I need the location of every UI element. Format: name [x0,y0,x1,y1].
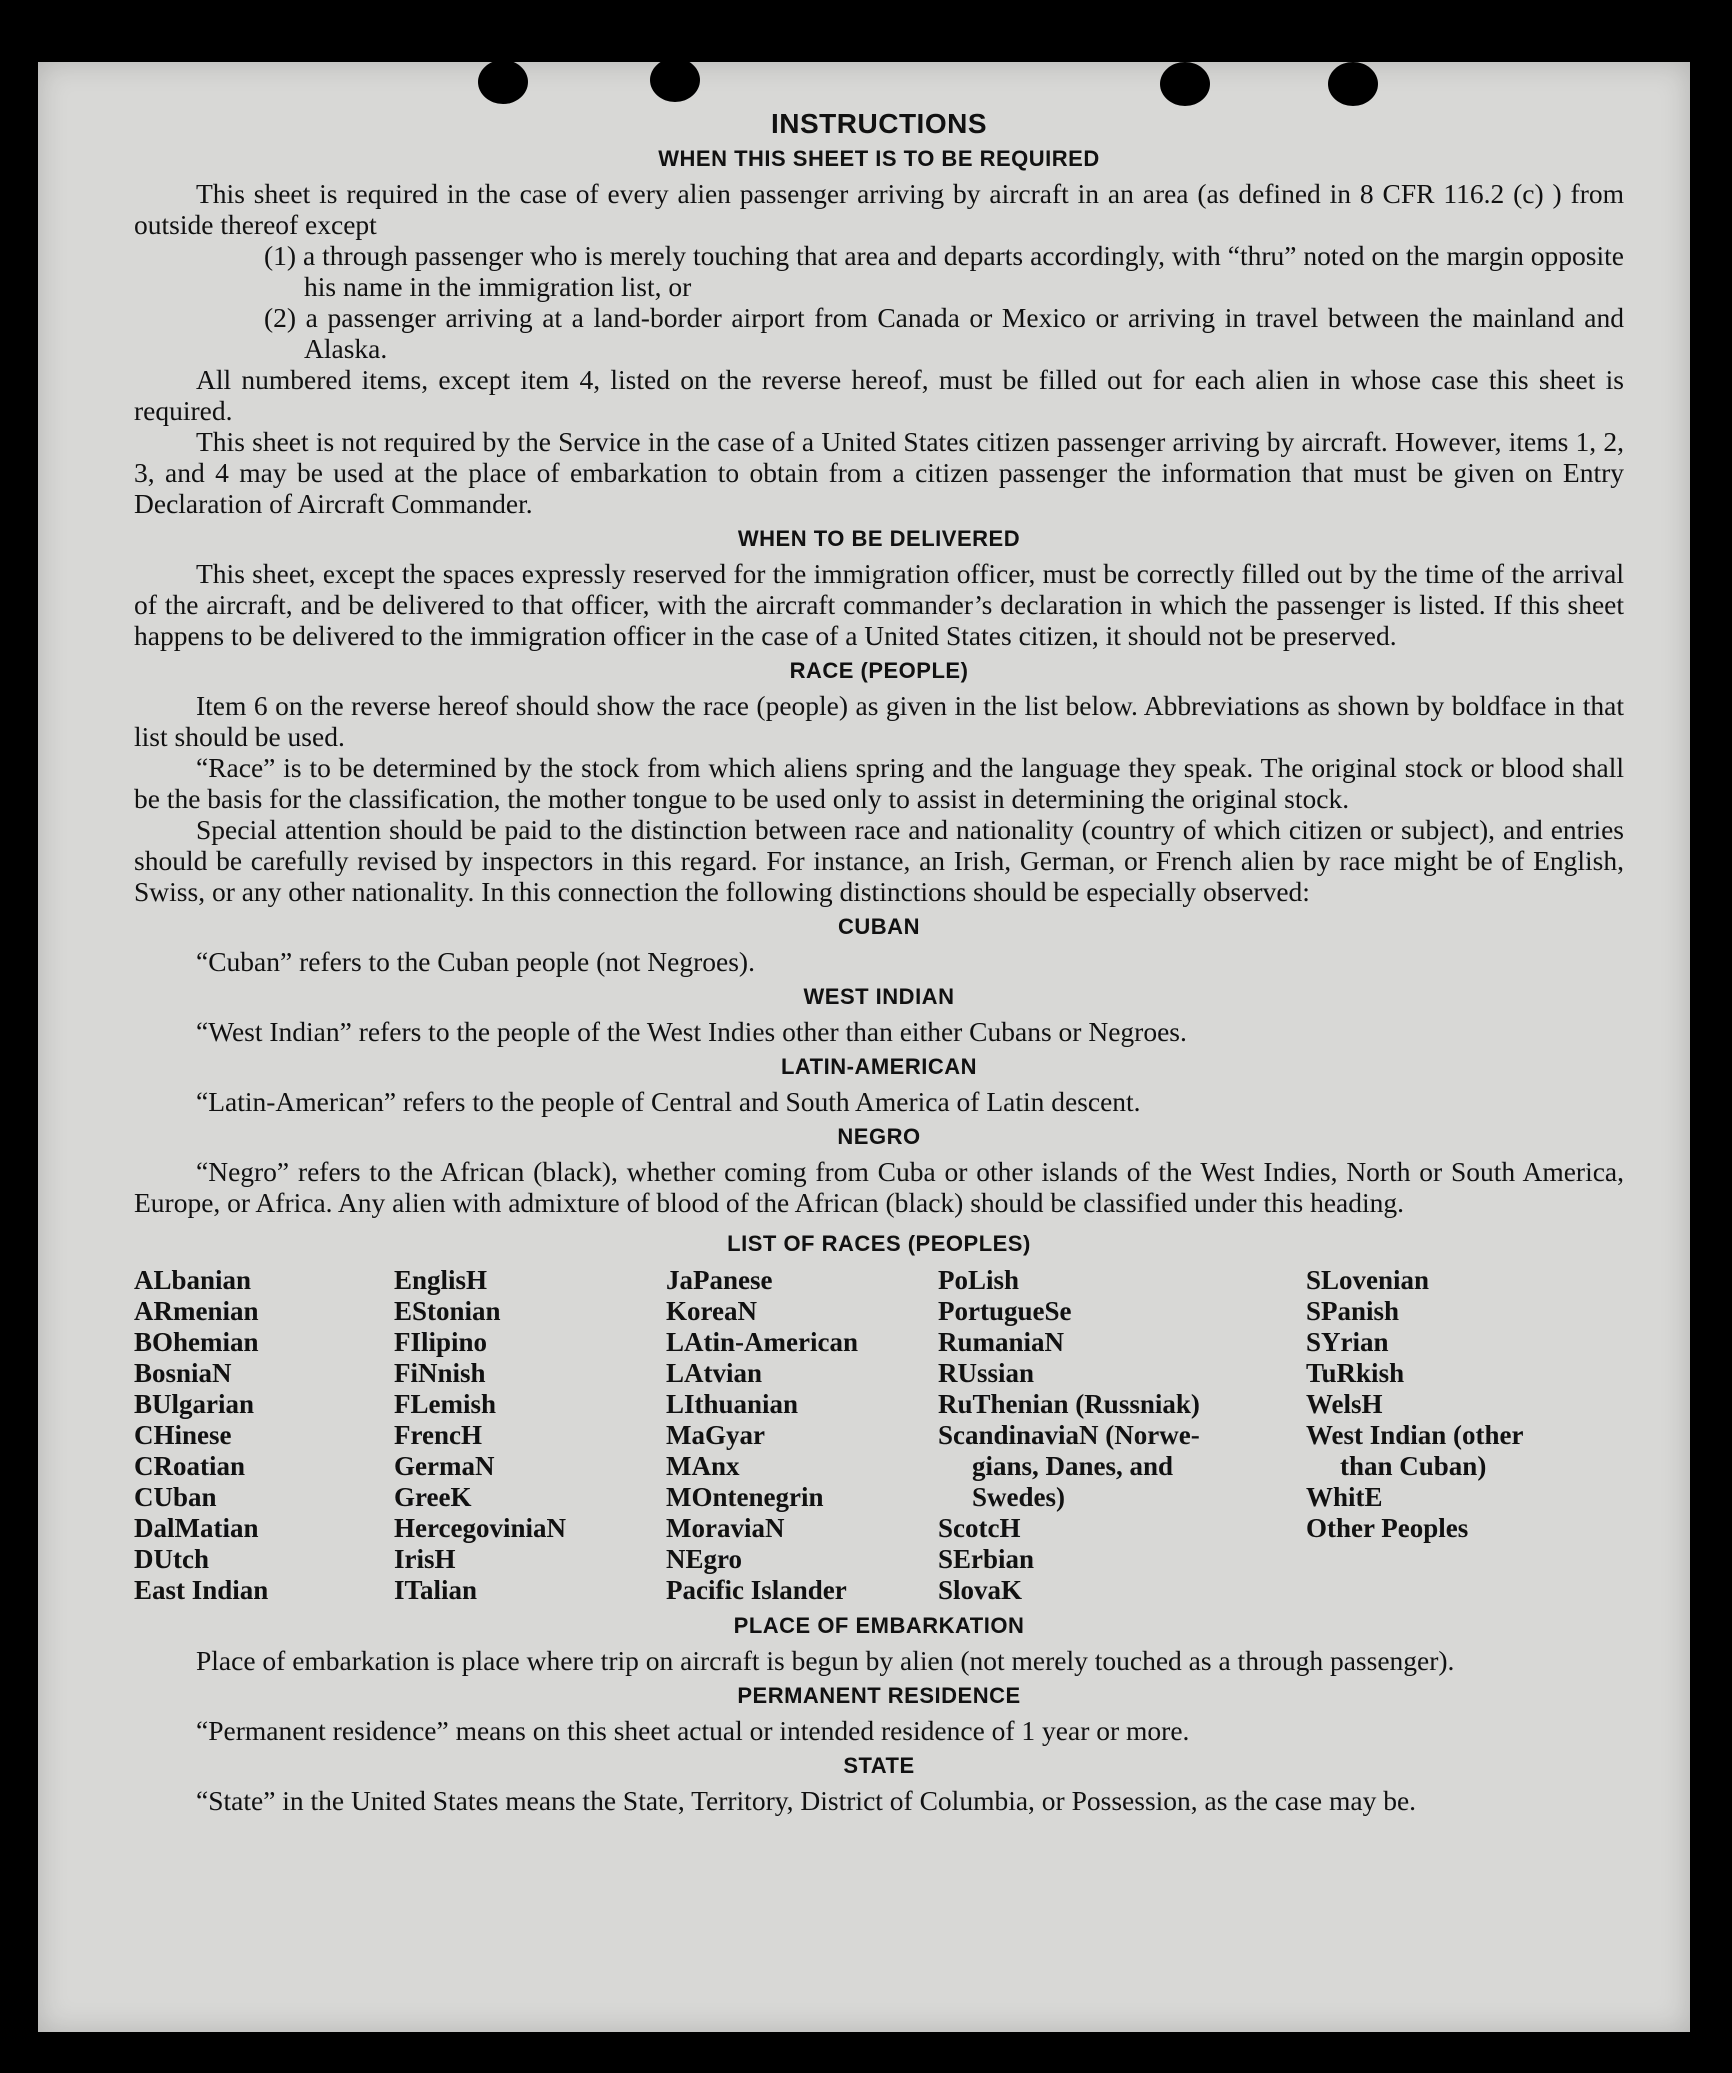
paragraph: “West Indian” refers to the people of the West Indies other than either Cubans or Negroes. [196,1016,1187,1047]
paragraph: Item 6 on the reverse hereof should show the race (people) as given in the list below. Abbreviations as shown by boldface in that list should be used. [134,690,1624,752]
section-heading: WHEN THIS SHEET IS TO BE REQUIRED [658,146,1100,171]
race-entry: RumaniaN [938,1327,1065,1357]
race-entry: WelsH [1306,1389,1383,1419]
race-entry: Swedes) [972,1482,1065,1512]
punch-hole [1328,62,1378,106]
section-heading: STATE [843,1753,915,1778]
section-heading: CUBAN [838,914,920,939]
race-entry: DUtch [134,1544,209,1574]
race-entry: LAtvian [666,1358,763,1388]
punch-hole [1160,62,1210,106]
list-item: (2) a passenger arriving at a land-border airport from Canada or Mexico or arriving in travel between the mainland and Alaska. [264,302,1624,364]
race-entry: SYrian [1306,1327,1389,1357]
race-entry: PortugueSe [938,1296,1072,1326]
race-entry: GreeK [394,1482,472,1512]
races-column [134,1265,394,1606]
race-entry: NEgro [666,1544,743,1574]
punch-hole [478,60,528,104]
race-entry: MaGyar [666,1420,765,1450]
race-entry: JaPanese [666,1265,773,1295]
race-entry: ALbanian [134,1265,252,1295]
race-entry: SLovenian [1306,1265,1430,1295]
paragraph: “Race” is to be determined by the stock from which aliens spring and the language they speak. The original stock or blood shall be the basis for the classification, the mother tongue to be used only to assist in determining the original stock. [134,752,1624,814]
section-heading: LATIN-AMERICAN [780,1054,977,1079]
race-entry: SErbian [938,1544,1035,1574]
race-entry: BUlgarian [134,1389,255,1419]
paragraph: This sheet is not required by the Service in the case of a United States citizen passenger arriving by aircraft. However, items 1, 2, 3, and 4 may be used at the place of embarkation to obtain from a citizen passenger the information that must be given on Entry Declaration of Aircraft Commander. [134,426,1624,519]
race-entry: SlovaK [938,1575,1023,1605]
race-entry: DalMatian [134,1513,259,1543]
section-heading: WEST INDIAN [803,984,955,1009]
race-entry: FrencH [394,1420,482,1450]
paragraph: “Negro” refers to the African (black), whether coming from Cuba or other islands of the West Indies, North or South America, Europe, or Africa. Any alien with admixture of blood of the African (black) should be classified under this heading. [134,1156,1624,1218]
races-column [666,1265,938,1606]
race-entry: MoraviaN [666,1513,785,1543]
race-entry: FLemish [394,1389,497,1419]
list-item: (1) a through passenger who is merely touching that area and departs accordingly, with “thru” noted on the margin opposite his name in the immigration list, or [264,240,1624,302]
punch-hole [650,58,700,102]
race-entry: CUban [134,1482,217,1512]
race-entry: PoLish [938,1265,1020,1295]
race-entry: ITalian [394,1575,478,1605]
race-entry: WhitE [1306,1482,1383,1512]
race-entry: IrisH [394,1544,456,1574]
race-entry: RuThenian (Russniak) [938,1389,1200,1419]
section-heading: PLACE OF EMBARKATION [733,1613,1025,1638]
race-entry: LIthuanian [666,1389,799,1419]
paragraph: “Permanent residence” means on this sheet actual or intended residence of 1 year or more. [196,1715,1190,1746]
instructions-content [134,102,1624,1816]
races-list [134,1265,1624,1606]
section-heading: WHEN TO BE DELIVERED [737,526,1021,551]
race-entry: gians, Danes, and [972,1451,1174,1481]
race-entry: CRoatian [134,1451,246,1481]
race-entry: ARmenian [134,1296,259,1326]
race-entry: MAnx [666,1451,740,1481]
race-entry: LAtin-American [666,1327,858,1357]
paragraph: All numbered items, except item 4, listed on the reverse hereof, must be filled out for each alien in whose case this sheet is required. [134,364,1624,426]
paragraph: This sheet, except the spaces expressly reserved for the immigration officer, must be correctly filled out by the time of the arrival of the aircraft, and be delivered to that officer, with the aircraft commander’s declaration in which the passenger is listed. If this sheet happens to be delivered to the immigration officer in the case of a United States citizen, it should not be preserved. [134,558,1624,651]
race-entry: BosniaN [134,1358,232,1388]
races-column [938,1265,1306,1606]
race-entry: ScandinaviaN (Norwe- [938,1420,1200,1450]
paragraph: This sheet is required in the case of every alien passenger arriving by aircraft in an area (as defined in 8 CFR 116.2 (c) ) from outside thereof except [134,178,1624,240]
section-heading: NEGRO [837,1124,921,1149]
races-column [1306,1265,1606,1606]
race-entry: EnglisH [394,1265,488,1295]
race-entry: RUssian [938,1358,1035,1388]
race-entry: KoreaN [666,1296,757,1326]
section-heading: RACE (PEOPLE) [789,658,969,683]
race-entry: FIlipino [394,1327,488,1357]
document-page [38,62,1690,2032]
race-entry: Pacific Islander [666,1575,847,1605]
race-entry: FiNnish [394,1358,486,1388]
race-entry: than Cuban) [1340,1451,1487,1481]
paragraph: “Cuban” refers to the Cuban people (not Negroes). [196,946,755,977]
race-entry: East Indian [134,1575,269,1605]
race-entry: MOntenegrin [666,1482,824,1512]
paragraph: “Latin-American” refers to the people of Central and South America of Latin descent. [196,1086,1141,1117]
race-entry: EStonian [394,1296,501,1326]
race-entry: Other Peoples [1306,1513,1469,1543]
page-title: INSTRUCTIONS [771,108,987,139]
races-column [394,1265,666,1606]
race-entry: TuRkish [1306,1358,1405,1388]
race-entry: GermaN [394,1451,495,1481]
race-entry: SPanish [1306,1296,1400,1326]
paragraph: “State” in the United States means the State, Territory, District of Columbia, or Possession, as the case may be. [196,1785,1417,1816]
section-heading: LIST OF RACES (PEOPLES) [727,1231,1031,1256]
section-heading: PERMANENT RESIDENCE [737,1683,1021,1708]
race-entry: CHinese [134,1420,232,1450]
paragraph: Special attention should be paid to the distinction between race and nationality (country of which citizen or subject), and entries should be carefully revised by inspectors in this regard. For instance, an Irish, German, or French alien by race might be of English, Swiss, or any other nationality. In this connection the following distinctions should be especially observed: [134,814,1624,907]
race-entry: HercegoviniaN [394,1513,566,1543]
paragraph: Place of embarkation is place where trip on aircraft is begun by alien (not merely touched as a through passenger). [196,1645,1455,1676]
race-entry: West Indian (other [1306,1420,1524,1450]
race-entry: ScotcH [938,1513,1021,1543]
race-entry: BOhemian [134,1327,259,1357]
